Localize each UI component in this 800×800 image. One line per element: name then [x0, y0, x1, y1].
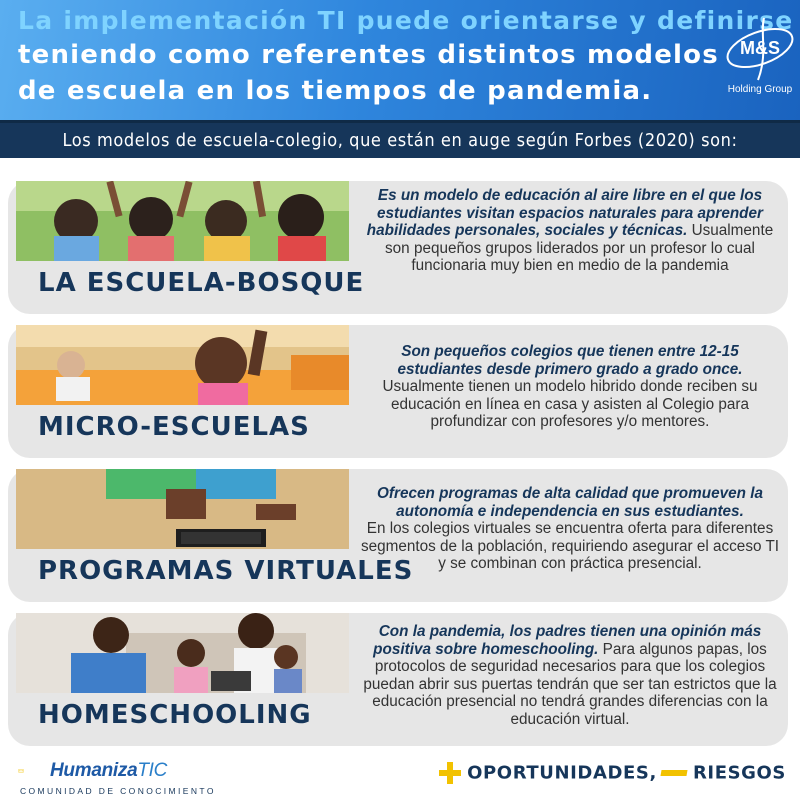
humanizatic-people-icon	[18, 758, 50, 786]
header-title-line-1: La implementación TI puede orientarse y definirse	[18, 6, 794, 35]
model-name: HOMESCHOOLING	[38, 700, 312, 730]
minus-icon	[660, 770, 687, 776]
children-with-tablet-photo	[16, 469, 349, 549]
children-raising-hands-photo	[16, 181, 349, 261]
model-description-body: Usualmente son pequeños grupos liderados por un profesor lo cual funcionaria muy bien en medio de la pandemia	[385, 222, 774, 274]
ms-holding-logo	[720, 14, 792, 98]
model-description-lead: Son pequeños colegios que tienen entre 12-15 estudiantes desde primero grado a grado once.	[397, 343, 743, 378]
model-description-body: En los colegios virtuales se encuentra oferta para diferentes segmentos de la población, requiriendo asegurar el acceso TI y se combinan con práctica presencial.	[360, 520, 780, 572]
legend-opportunities: OPORTUNIDADES,	[467, 762, 657, 784]
header-title-line-2: teniendo como referentes distintos modelos	[18, 40, 719, 70]
model-description	[360, 343, 780, 431]
model-description	[360, 623, 780, 728]
model-row-homeschooling	[0, 613, 800, 746]
humanizatic-tagline: COMUNIDAD DE CONOCIMIENTO	[20, 786, 216, 796]
header	[0, 0, 800, 120]
intro-banner-text: Los modelos de escuela-colegio, que están en auge según Forbes (2020) son:	[62, 130, 738, 151]
ms-logo-icon	[720, 14, 800, 86]
model-name: PROGRAMAS VIRTUALES	[38, 556, 414, 586]
ms-logo-text: M&S	[740, 38, 780, 58]
header-title-line-3: de escuela en los tiempos de pandemia.	[18, 76, 653, 106]
model-description-lead: Con la pandemia, los padres tienen una opinión más positiva sobre homeschooling.	[373, 623, 762, 658]
model-description-lead: Ofrecen programas de alta calidad que promueven la autonomía e independencia en sus estudiantes.	[377, 485, 763, 520]
family-with-laptop-photo	[16, 613, 349, 693]
model-description-lead: Es un modelo de educación al aire libre en el que los estudiantes visitan espacios naturales para aprender habilidades personales, sociales y técnicas.	[366, 187, 763, 239]
model-row-escuela-bosque	[0, 181, 800, 314]
model-description-body: Para algunos papas, los protocolos de seguridad necesarios para que los colegios puedan abrir sus puertas tendrán que ser tan estrictos que la educación presencial no tendrá grandes diferencias con la educación virtual.	[363, 640, 777, 728]
model-description	[360, 485, 780, 573]
humanizatic-wordmark	[50, 760, 167, 782]
model-description-body: Usualmente tienen un modelo hibrido donde reciben su educación en línea en casa y asisten al Colegio para profundizar con profesores y/o mentores.	[382, 378, 758, 430]
model-row-micro-escuelas	[0, 325, 800, 458]
model-name: MICRO-ESCUELAS	[38, 412, 310, 442]
intro-banner	[0, 120, 800, 158]
model-description	[360, 187, 780, 275]
model-row-programas-virtuales	[0, 469, 800, 602]
humanizatic-wordmark-b: TIC	[137, 760, 168, 781]
model-name: LA ESCUELA-BOSQUE	[38, 268, 365, 298]
legend-risks: RIESGOS	[692, 762, 786, 784]
smiling-child-classroom-photo	[16, 325, 349, 405]
ms-logo-subtitle: Holding Group	[727, 84, 793, 95]
humanizatic-wordmark-a: Humaniza	[50, 760, 138, 781]
legend	[439, 762, 786, 788]
plus-icon	[439, 762, 461, 784]
